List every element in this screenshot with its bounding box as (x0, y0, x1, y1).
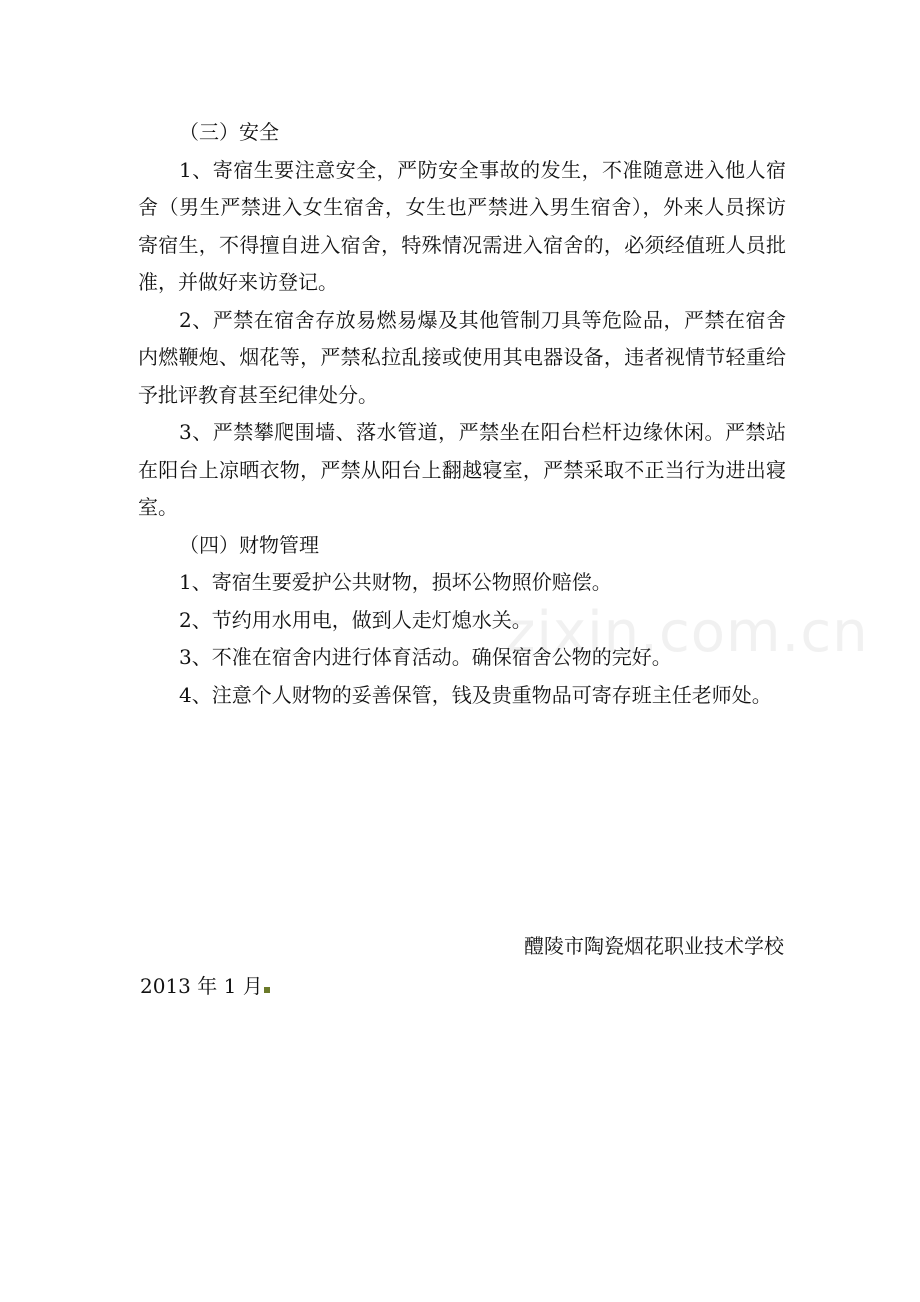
property-rule-3: 3、不准在宿舍内进行体育活动。确保宿舍公物的完好。 (179, 645, 672, 669)
document-date: 2013 年 1 月 (140, 974, 263, 998)
section-heading-property: （四）财物管理 (179, 532, 319, 557)
safety-rule-1: 1、寄宿生要注意安全，严防安全事故的发生，不准随意进入他人宿舍（男生严禁进入女生宿舍，女生也严禁进入男生宿舍），外来人员探访寄宿生，不得擅自进入宿舍，特殊情况需进入宿舍的，必须经值班人员批准，并做好来访登记。 (138, 157, 786, 294)
property-rule-2: 2、节约用水用电，做到人走灯熄水关。 (179, 607, 532, 632)
document-body (138, 114, 786, 714)
watermark: zixin.com.cn (506, 600, 869, 665)
school-signature: 醴陵市陶瓷烟花职业技术学校 (524, 934, 784, 958)
safety-rule-3: 3、严禁攀爬围墙、落水管道，严禁坐在阳台栏杆边缘休闲。严禁站在阳台上凉晒衣物，严禁从阳台上翻越寝室，严禁采取不正当行为进出寝室。 (138, 420, 786, 519)
safety-rule-2: 2、严禁在宿舍存放易燃易爆及其他管制刀具等危险品，严禁在宿舍内燃鞭炮、烟花等，严禁私拉乱接或使用其电器设备，违者视情节轻重给予批评教育甚至纪律处分。 (138, 307, 786, 407)
property-rule-1: 1、寄宿生要爱护公共财物，损坏公物照价赔偿。 (179, 570, 612, 594)
date-mark-icon (264, 987, 270, 993)
section-heading-safety: （三）安全 (179, 120, 279, 144)
property-rule-4: 4、注意个人财物的妥善保管，钱及贵重物品可寄存班主任老师处。 (179, 682, 772, 707)
document-date-line (140, 968, 270, 1006)
